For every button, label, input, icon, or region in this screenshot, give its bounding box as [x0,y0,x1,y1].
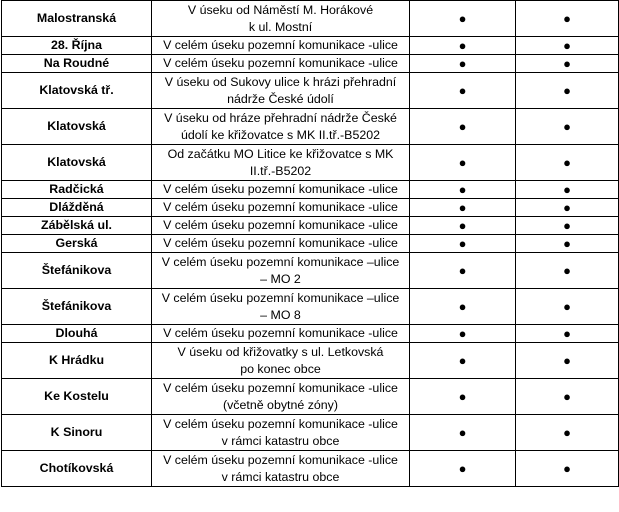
table-row [2,289,619,325]
table-row [2,325,619,343]
street-name-cell: Zábělská ul. [2,217,152,235]
bullet-mark-cell-1: ● [410,109,516,145]
bullet-mark-cell-2: ● [516,379,619,415]
bullet-mark-cell-1: ● [410,289,516,325]
street-name-cell: Gerská [2,235,152,253]
bullet-mark-cell-1: ● [410,1,516,37]
street-name-cell: Klatovská tř. [2,73,152,109]
section-description-cell: V celém úseku pozemní komunikace -ulice [152,235,410,253]
table-row [2,379,619,415]
section-description-cell: V celém úseku pozemní komunikace -ulice [152,199,410,217]
street-name-cell: 28. Října [2,37,152,55]
table-row [2,253,619,289]
bullet-mark-cell-1: ● [410,343,516,379]
bullet-mark-cell-2: ● [516,109,619,145]
table-row [2,109,619,145]
street-name-cell: Klatovská [2,145,152,181]
streets-table-body [2,1,619,487]
street-name-cell: Chotíkovská [2,451,152,487]
bullet-mark-cell-2: ● [516,145,619,181]
street-name-cell: Radčická [2,181,152,199]
bullet-mark-cell-2: ● [516,235,619,253]
streets-table [1,0,619,487]
street-name-cell: Dlouhá [2,325,152,343]
bullet-mark-cell-2: ● [516,325,619,343]
bullet-mark-cell-2: ● [516,289,619,325]
section-description-cell: V celém úseku pozemní komunikace -ulice v rámci katastru obce [152,415,410,451]
street-name-cell: Štefánikova [2,289,152,325]
street-name-cell: Na Roudné [2,55,152,73]
section-description-cell: V celém úseku pozemní komunikace -ulice [152,37,410,55]
bullet-mark-cell-2: ● [516,343,619,379]
street-name-cell: Dlážděná [2,199,152,217]
bullet-mark-cell-1: ● [410,379,516,415]
bullet-mark-cell-1: ● [410,451,516,487]
bullet-mark-cell-2: ● [516,1,619,37]
bullet-mark-cell-2: ● [516,73,619,109]
table-row [2,1,619,37]
section-description-cell: V úseku od Náměstí M. Horákové k ul. Mostní [152,1,410,37]
street-name-cell: Malostranská [2,1,152,37]
bullet-mark-cell-1: ● [410,217,516,235]
bullet-mark-cell-1: ● [410,199,516,217]
bullet-mark-cell-1: ● [410,253,516,289]
bullet-mark-cell-2: ● [516,199,619,217]
street-name-cell: Ke Kostelu [2,379,152,415]
section-description-cell: V celém úseku pozemní komunikace -ulice v rámci katastru obce [152,451,410,487]
street-name-cell: Štefánikova [2,253,152,289]
section-description-cell: V celém úseku pozemní komunikace -ulice (včetně obytné zóny) [152,379,410,415]
section-description-cell: V úseku od křižovatky s ul. Letkovská po konec obce [152,343,410,379]
bullet-mark-cell-1: ● [410,415,516,451]
bullet-mark-cell-2: ● [516,217,619,235]
table-row [2,451,619,487]
bullet-mark-cell-2: ● [516,181,619,199]
street-name-cell: K Hrádku [2,343,152,379]
bullet-mark-cell-1: ● [410,73,516,109]
section-description-cell: V celém úseku pozemní komunikace –ulice – MO 2 [152,253,410,289]
bullet-mark-cell-2: ● [516,253,619,289]
bullet-mark-cell-1: ● [410,37,516,55]
section-description-cell: V úseku od Sukovy ulice k hrázi přehradní nádrže České údolí [152,73,410,109]
section-description-cell: V celém úseku pozemní komunikace -ulice [152,55,410,73]
bullet-mark-cell-2: ● [516,415,619,451]
section-description-cell: V celém úseku pozemní komunikace -ulice [152,217,410,235]
table-row [2,415,619,451]
table-row [2,73,619,109]
table-row [2,181,619,199]
bullet-mark-cell-1: ● [410,325,516,343]
table-row [2,199,619,217]
bullet-mark-cell-1: ● [410,235,516,253]
bullet-mark-cell-1: ● [410,55,516,73]
table-row [2,343,619,379]
bullet-mark-cell-2: ● [516,55,619,73]
section-description-cell: V celém úseku pozemní komunikace -ulice [152,325,410,343]
section-description-cell: V celém úseku pozemní komunikace –ulice – MO 8 [152,289,410,325]
street-name-cell: K Sinoru [2,415,152,451]
section-description-cell: V celém úseku pozemní komunikace -ulice [152,181,410,199]
bullet-mark-cell-1: ● [410,181,516,199]
table-row [2,145,619,181]
bullet-mark-cell-1: ● [410,145,516,181]
section-description-cell: Od začátku MO Litice ke křižovatce s MK II.tř.-B5202 [152,145,410,181]
table-row [2,235,619,253]
bullet-mark-cell-2: ● [516,451,619,487]
table-row [2,37,619,55]
table-row [2,55,619,73]
street-name-cell: Klatovská [2,109,152,145]
section-description-cell: V úseku od hráze přehradní nádrže České údolí ke křižovatce s MK II.tř.-B5202 [152,109,410,145]
table-row [2,217,619,235]
bullet-mark-cell-2: ● [516,37,619,55]
